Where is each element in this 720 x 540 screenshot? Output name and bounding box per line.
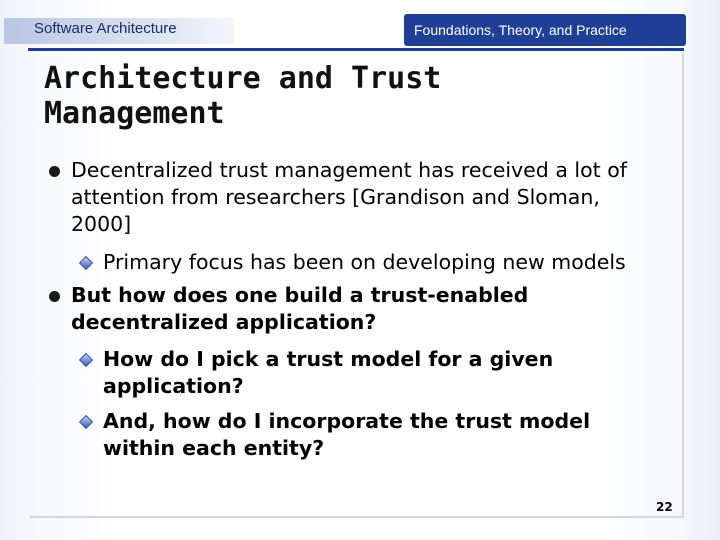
bullet-dot-icon [49,166,60,177]
sub-bullet-text-line: Primary focus has been on developing new models [103,250,626,274]
sub-bullet-text-line: application? [103,374,244,398]
slide-title-line: Architecture and Trust [44,61,442,96]
sub-bullet-item [103,408,590,462]
bullet-text-line: attention from researchers [Grandison and Sloman, [71,185,600,209]
sub-bullet-text-line: within each entity? [103,436,325,460]
course-title: Software Architecture [34,20,177,37]
page-number: 22 [656,500,673,514]
bullet-dot-icon [49,291,60,302]
sub-bullet-item [103,249,626,276]
book-subtitle: Foundations, Theory, and Practice [414,22,627,38]
bullet-text-line: 2000] [71,212,132,236]
sub-bullet-text-line: And, how do I incorporate the trust model [103,409,591,433]
bullet-text-line: Decentralized trust management has received a lot of [71,158,627,182]
slide-title [44,61,644,131]
sub-bullet-text-line: How do I pick a trust model for a given [103,347,554,371]
bullet-text-line: decentralized application? [71,310,377,334]
bullet-item [71,282,528,336]
header-divider [28,48,684,51]
bullet-item [71,157,627,238]
sub-bullet-item [103,346,553,400]
slide-title-line: Management [44,96,225,131]
bullet-text-line: But how does one build a trust-enabled [71,283,529,307]
